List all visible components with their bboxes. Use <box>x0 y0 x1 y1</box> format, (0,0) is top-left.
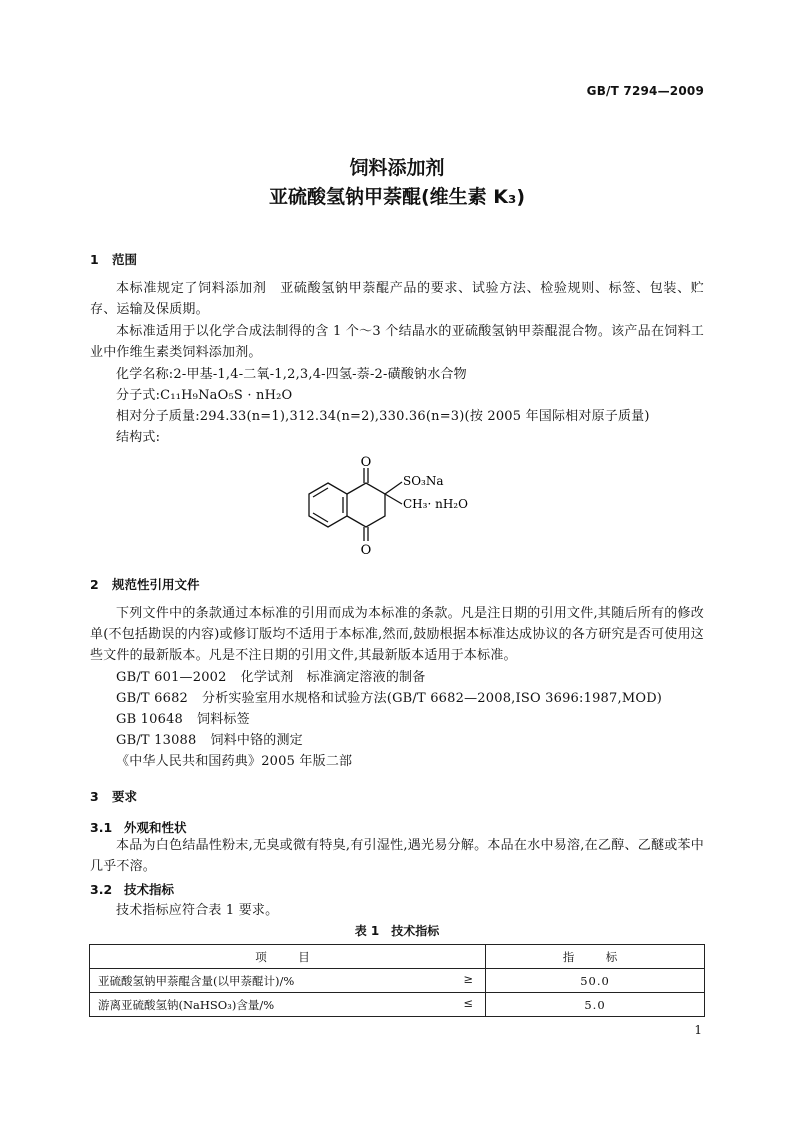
table-row <box>90 969 705 993</box>
subsection-title: 外观和性状 <box>124 820 187 835</box>
table-cell-value: 50.0 <box>486 969 705 993</box>
reference-title: 分析实验室用水规格和试验方法(GB/T 6682—2008,ISO 3696:1987,MOD) <box>202 691 663 706</box>
reference-code: 《中华人民共和国药典》2005 年版二部 <box>116 754 353 769</box>
molecular-mass: 相对分子质量:294.33(n=1),312.34(n=2),330.36(n=3)(按 2005 年国际相对原子质量) <box>116 409 650 424</box>
section-number: 2 <box>90 577 99 592</box>
title-line-2: 亚硫酸氢钠甲萘醌(维生素 K₃) <box>268 186 526 208</box>
reference-title: 饲料标签 <box>197 712 250 727</box>
spec-table <box>89 944 705 1017</box>
comparison-symbol: ≥ <box>463 972 473 986</box>
section-1-heading <box>90 250 137 268</box>
subsection-3-2-para: 技术指标应符合表 1 要求。 <box>116 903 279 918</box>
reference-title: 化学试剂 标准滴定溶液的制备 <box>240 670 426 685</box>
so3na-label: SO₃Na <box>403 474 444 488</box>
oxygen-bottom-label: O <box>360 543 372 558</box>
section-1-para-1: 本标准规定了饲料添加剂 亚硫酸氢钠甲萘醌产品的要求、试验方法、检验规则、标签、包装、贮存、运输及保质期。 <box>90 281 704 317</box>
title-line-1: 饲料添加剂 <box>349 157 445 179</box>
subsection-number: 3.1 <box>90 820 113 835</box>
table-cell-item <box>90 969 486 993</box>
reference-code: GB/T 601—2002 <box>116 670 227 685</box>
section-number: 3 <box>90 789 99 804</box>
oxygen-top-label: O <box>360 455 372 470</box>
reference-item <box>116 688 662 709</box>
section-number: 1 <box>90 252 99 267</box>
section-2-heading <box>90 575 200 593</box>
section-2-para: 下列文件中的条款通过本标准的引用而成为本标准的条款。凡是注日期的引用文件,其随后所有的修改单(不包括勘误的内容)或修订版均不适用于本标准,然而,鼓励根据本标准达成协议的各方研究是否可使用这些文件的最新版本。凡是不注日期的引用文件,其最新版本适用于本标准。 <box>90 606 704 663</box>
table-header-row <box>90 945 705 969</box>
section-title: 规范性引用文件 <box>112 577 200 592</box>
subsection-number: 3.2 <box>90 882 113 897</box>
section-title: 要求 <box>112 789 138 804</box>
molecular-formula: 分子式:C₁₁H₉NaO₅S · nH₂O <box>116 388 293 403</box>
reference-code: GB 10648 <box>116 712 184 727</box>
comparison-symbol: ≤ <box>463 996 473 1010</box>
reference-item <box>116 730 303 751</box>
subsection-3-1-para: 本品为白色结晶性粉末,无臭或微有特臭,有引湿性,遇光易分解。本品在水中易溶,在乙醇、乙醚或苯中几乎不溶。 <box>90 838 704 874</box>
table-row <box>90 993 705 1017</box>
table-header-value: 指 标 <box>486 945 705 969</box>
section-title: 范围 <box>112 252 138 267</box>
table-header-item: 项 目 <box>90 945 486 969</box>
subsection-3-1-heading <box>90 818 187 836</box>
subsection-3-2-heading <box>90 880 174 898</box>
table-cell-item <box>90 993 486 1017</box>
standard-code: GB/T 7294—2009 <box>586 84 704 98</box>
reference-title: 饲料中铬的测定 <box>210 733 303 748</box>
table-cell-value: 5.0 <box>486 993 705 1017</box>
reference-item <box>116 667 425 688</box>
reference-code: GB/T 6682 <box>116 691 189 706</box>
reference-item <box>116 751 352 772</box>
reference-item <box>116 709 250 730</box>
cyclohexane-ring <box>347 483 385 527</box>
benzene-ring <box>309 483 347 527</box>
subsection-title: 技术指标 <box>124 882 175 897</box>
item-text: 游离亚硫酸氢钠(NaHSO₃)含量/% <box>98 997 275 1012</box>
table-caption: 表 1 技术指标 <box>354 924 440 938</box>
structure-label: 结构式: <box>116 430 161 445</box>
chemical-name: 化学名称:2-甲基-1,4-二氧-1,2,3,4-四氢-萘-2-磺酸钠水合物 <box>116 367 467 382</box>
ch3-water-label: CH₃· nH₂O <box>403 497 468 511</box>
structural-formula <box>296 448 516 563</box>
section-1-para-2: 本标准适用于以化学合成法制得的含 1 个～3 个结晶水的亚硫酸氢钠甲萘醌混合物。该产品在饲料工业中作维生素类饲料添加剂。 <box>90 324 704 360</box>
page-number: 1 <box>694 1023 702 1037</box>
item-text: 亚硫酸氢钠甲萘醌含量(以甲萘醌计)/% <box>98 973 295 988</box>
reference-code: GB/T 13088 <box>116 733 197 748</box>
section-3-heading <box>90 787 137 805</box>
